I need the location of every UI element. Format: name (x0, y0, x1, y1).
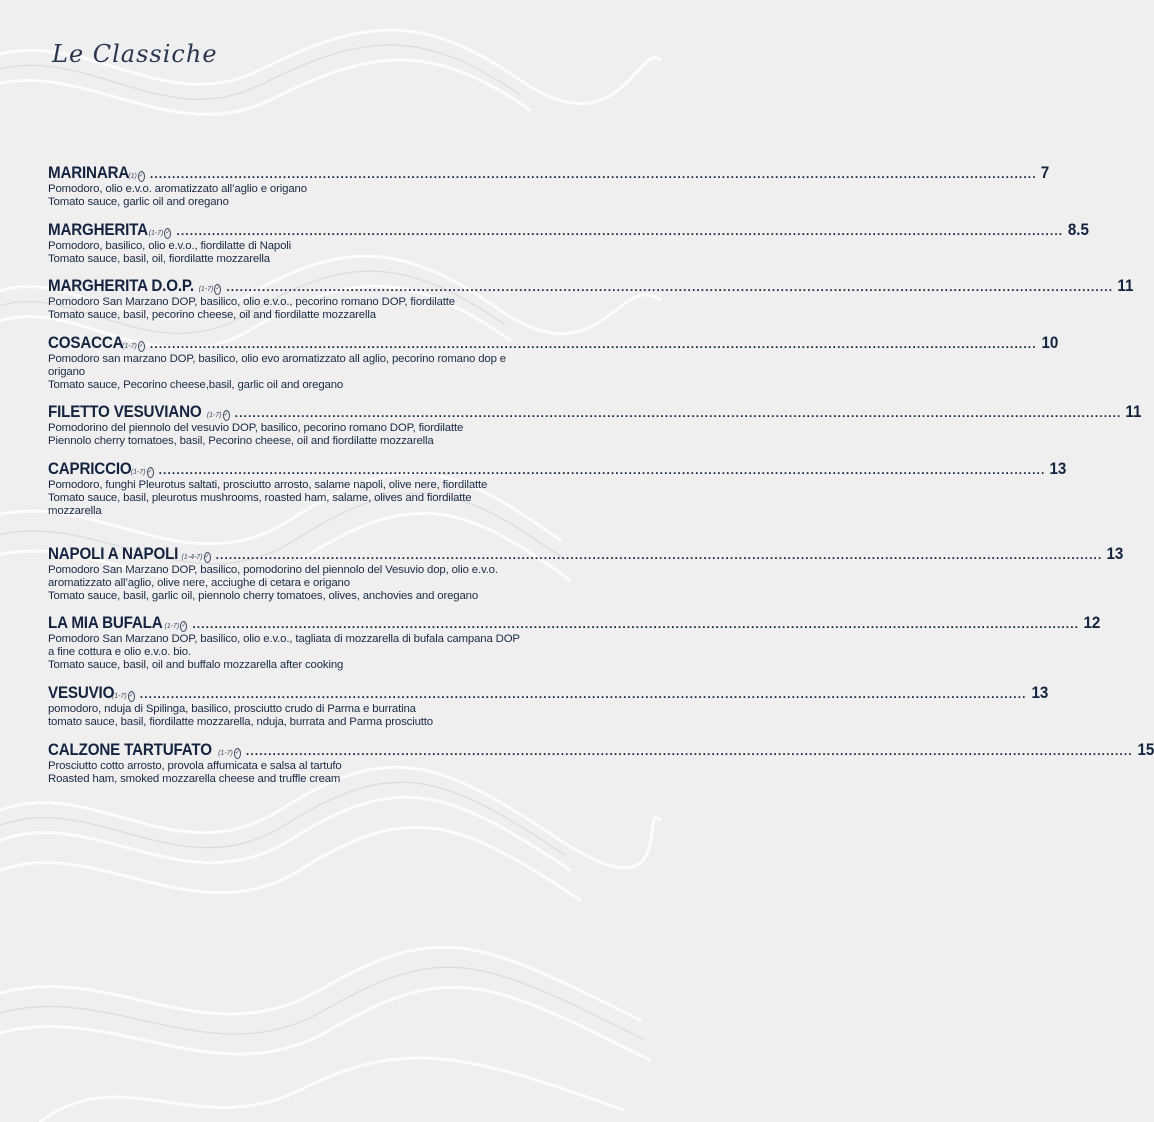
menu-item-description-italian: Pomodoro san marzano DOP, basilico, olio evo aromatizzato all aglio, pecorino romano dop e origano (48, 353, 506, 378)
menu-item (48, 684, 1048, 729)
menu-item-description-english: Tomato sauce, basil, oil, fiordilatte mozzarella (48, 252, 270, 265)
dot-leader: ........................................................................................................................................................................................................ (245, 744, 1133, 758)
vegetarian-icon: ✓ (223, 410, 230, 421)
allergen-codes: (1-7) (122, 343, 137, 350)
section-title: Le Classiche (52, 40, 218, 68)
menu-item-description-english: Tomato sauce, basil, garlic oil, piennolo cherry tomatoes, olives, anchovies and oregano (48, 589, 479, 602)
menu-item-price: 11 (1117, 277, 1134, 295)
menu-item-price: 11 (1125, 403, 1142, 421)
menu-item-price: 8.5 (1068, 221, 1090, 239)
vegetarian-icon: ✓ (204, 552, 211, 563)
dot-leader: ........................................................................................................................................................................................................ (192, 617, 1080, 631)
menu-item-title-row (48, 741, 1154, 760)
vegetarian-icon: ✓ (214, 284, 221, 295)
allergen-codes: (1-7) (198, 286, 214, 293)
menu-item-title-row (48, 545, 1124, 564)
menu-item-description-english: Tomato sauce, basil, oil and buffalo mozzarella after cooking (48, 658, 344, 671)
menu-item (48, 277, 1134, 322)
menu-item-price: 7 (1040, 164, 1049, 182)
menu-item-description-italian: Pomodoro San Marzano DOP, basilico, pomodorino del piennolo del Vesuvio dop, olio e.v.o. aromatizzato all’aglio, olive nere, acciughe di cetara e origano (48, 564, 498, 589)
menu-item (48, 403, 1142, 448)
menu-item (48, 614, 1101, 671)
menu-item-price: 13 (1106, 545, 1124, 563)
menu-item-name: NAPOLI A NAPOLI (48, 545, 179, 563)
dot-leader: ........................................................................................................................................................................................................ (158, 463, 1046, 477)
vegetarian-icon: ✓ (164, 228, 171, 239)
vegetarian-icon: ✓ (138, 171, 145, 182)
menu-item-description-italian: Pomodoro San Marzano DOP, basilico, olio e.v.o., pecorino romano DOP, fiordilatte (48, 296, 455, 308)
vegetarian-icon: ✓ (138, 341, 145, 352)
menu-item-description-italian: pomodoro, nduja di Spilinga, basilico, prosciutto crudo di Parma e burratina (48, 703, 416, 715)
menu-item-title-row (48, 221, 1090, 240)
menu-item-description-italian: Pomodorino del piennolo del vesuvio DOP, basilico, pecorino romano DOP, fiordilatte (48, 422, 464, 434)
vegetarian-icon: ✓ (147, 467, 154, 478)
menu-item-price: 12 (1083, 614, 1101, 632)
menu-item-name: COSACCA (48, 334, 124, 352)
menu-item-description-english: Tomato sauce, garlic oil and oregano (48, 195, 229, 208)
allergen-codes: (1-4-7) (181, 554, 203, 561)
menu-item-name: VESUVIO (48, 684, 115, 702)
menu-item-title-row (48, 684, 1048, 703)
menu-item (48, 164, 1049, 209)
allergen-codes: (1-7) (164, 623, 180, 630)
menu-item-name: LA MIA BUFALA (48, 614, 163, 632)
menu-item-name: FILETTO VESUVIANO (48, 403, 202, 421)
menu-item-price: 13 (1049, 460, 1067, 478)
dot-leader: ........................................................................................................................................................................................................ (149, 337, 1037, 351)
menu-item-description-italian: Pomodoro, funghi Pleurotus saltati, prosciutto arrosto, salame napoli, olive nere, fiordilatte (48, 479, 488, 491)
menu-item (48, 741, 1154, 786)
menu-item (48, 460, 1067, 517)
menu-item-title-row (48, 614, 1101, 633)
dot-leader: ........................................................................................................................................................................................................ (176, 224, 1064, 238)
allergen-codes: (1-7) (206, 412, 222, 419)
vegetarian-icon: ✓ (234, 748, 241, 759)
menu-item-description-english: Tomato sauce, basil, pecorino cheese, oil and fiordilatte mozzarella (48, 308, 376, 321)
vegetarian-icon: ✓ (180, 621, 187, 632)
menu-item-description-english: Piennolo cherry tomatoes, basil, Pecorino cheese, oil and fiordilatte mozzarella (48, 434, 434, 447)
menu-item-description-english: Tomato sauce, basil, pleurotus mushrooms, roasted ham, salame, olives and fiordilatte mozzarella (48, 491, 472, 517)
dot-leader: ........................................................................................................................................................................................................ (149, 167, 1037, 181)
dot-leader: ........................................................................................................................................................................................................ (139, 687, 1027, 701)
menu-item-name: MARGHERITA D.O.P. (48, 277, 194, 295)
menu-item-price: 10 (1041, 334, 1058, 352)
menu-item-description-english: Tomato sauce, Pecorino cheese,basil, garlic oil and oregano (48, 378, 344, 391)
menu-item-description-italian: Pomodoro San Marzano DOP, basilico, olio e.v.o., tagliata di mozzarella di bufala campana DOP a fine cottura e olio e.v.o. bio. (48, 633, 520, 658)
menu-item (48, 545, 1124, 602)
menu-item-title-row (48, 277, 1134, 296)
vegetarian-icon: ✓ (128, 691, 135, 702)
menu-item-title-row (48, 334, 1058, 353)
menu-item (48, 221, 1090, 266)
dot-leader: ........................................................................................................................................................................................................ (234, 406, 1122, 420)
menu-item-description-english: tomato sauce, basil, fiordilatte mozzarella, nduja, burrata and Parma prosciutto (48, 715, 433, 728)
dot-leader: ........................................................................................................................................................................................................ (226, 280, 1114, 294)
menu-item-description-italian: Pomodoro, basilico, olio e.v.o., fiordilatte di Napoli (48, 240, 292, 252)
allergen-codes: (1-7) (148, 230, 164, 237)
menu-item-name: MARINARA (48, 164, 130, 182)
menu-item-title-row (48, 460, 1067, 479)
menu-item-price: 13 (1031, 684, 1048, 702)
menu-item-name: MARGHERITA (48, 221, 148, 239)
menu-item-name: CAPRICCIO (48, 460, 132, 478)
allergen-codes: (1) (128, 173, 137, 180)
menu-item-name: CALZONE TARTUFATO (48, 741, 212, 759)
allergen-codes: (1-7) (130, 469, 146, 476)
dot-leader: ........................................................................................................................................................................................................ (215, 548, 1103, 562)
allergen-codes: (1-7) (111, 693, 127, 700)
menu-item-description-italian: Prosciutto cotto arrosto, provola affumicata e salsa al tartufo (48, 760, 342, 772)
menu-item-price: 15 (1137, 741, 1154, 759)
menu-item-title-row (48, 403, 1142, 422)
menu-item-description-italian: Pomodoro, olio e.v.o. aromatizzato all’aglio e origano (48, 183, 307, 195)
menu-item-title-row (48, 164, 1049, 183)
menu-item (48, 334, 1058, 391)
menu-item-description-english: Roasted ham, smoked mozzarella cheese and truffle cream (48, 772, 341, 785)
allergen-codes: (1-7) (218, 750, 233, 757)
